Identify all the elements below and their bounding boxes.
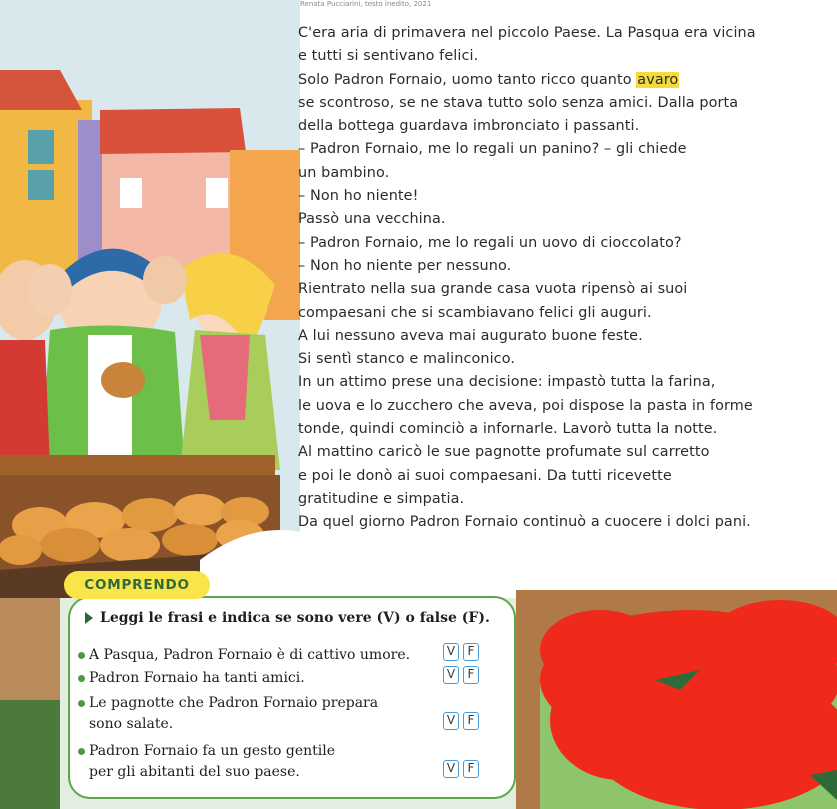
story-line: Da quel giorno Padron Fornaio continuò a cuocere i dolci pani. [298, 514, 751, 531]
bullet-icon [78, 652, 85, 659]
true-false-boxes [443, 712, 479, 730]
story-line: e tutti si sentivano felici. [298, 48, 479, 65]
arrow-right-icon [85, 612, 93, 624]
exercise-item [78, 741, 335, 783]
false-checkbox[interactable]: F [463, 666, 479, 684]
item-text: A Pasqua, Padron Fornaio è di cattivo umore. [89, 647, 411, 663]
item-text: sono salate. [89, 716, 174, 732]
story-line: Passò una vecchina. [298, 211, 446, 228]
story-line: Si sentì stanco e malinconico. [298, 351, 516, 368]
story-line: tonde, quindi cominciò a infornarle. Lavorò tutta la notte. [298, 421, 718, 438]
credit-line: Renata Pucciarini, testo inedito, 2021 [300, 0, 432, 8]
exercise-item [78, 645, 410, 666]
true-checkbox[interactable]: V [443, 760, 459, 778]
section-tab-comprendo: COMPRENDO [64, 571, 210, 599]
item-text: Padron Fornaio ha tanti amici. [89, 670, 305, 686]
story-line-text: Solo Padron Fornaio, uomo tanto ricco quanto [298, 71, 637, 88]
true-false-boxes [443, 760, 479, 778]
story-line: C'era aria di primavera nel piccolo Paese. La Pasqua era vicina [298, 25, 756, 41]
bullet-icon [78, 748, 85, 755]
story-line: se scontroso, se ne stava tutto solo senza amici. Dalla porta [298, 94, 739, 111]
true-checkbox[interactable]: V [443, 712, 459, 730]
exercise-item [78, 693, 378, 735]
highlighted-word: avaro [637, 71, 679, 88]
story-text [298, 22, 818, 535]
false-checkbox[interactable]: F [463, 712, 479, 730]
story-line: A lui nessuno aveva mai augurato buone feste. [298, 327, 643, 344]
item-text: Padron Fornaio fa un gesto gentile [89, 743, 336, 759]
story-line-highlighted [298, 69, 818, 92]
bullet-icon [78, 700, 85, 707]
story-line: gratitudine e simpatia. [298, 490, 465, 507]
bullet-icon [78, 675, 85, 682]
true-checkbox[interactable]: V [443, 643, 459, 661]
item-text: per gli abitanti del suo paese. [89, 764, 300, 780]
story-line: compaesani che si scambiavano felici gli auguri. [298, 304, 652, 321]
story-line: Al mattino caricò le sue pagnotte profumate sul carretto [298, 444, 710, 461]
story-line: – Non ho niente! [298, 188, 419, 205]
story-line: e poi le donò ai suoi compaesani. Da tutti ricevette [298, 467, 672, 484]
exercise-item [78, 668, 305, 689]
exercise-instruction: Leggi le frasi e indica se sono vere (V) o false (F). [100, 610, 490, 626]
story-line: – Non ho niente per nessuno. [298, 257, 512, 274]
false-checkbox[interactable]: F [463, 760, 479, 778]
story-line: – Padron Fornaio, me lo regali un uovo di cioccolato? [298, 234, 682, 251]
story-line: – Padron Fornaio, me lo regali un panino? – gli chiede [298, 141, 687, 158]
story-line: Rientrato nella sua grande casa vuota ripensò ai suoi [298, 281, 688, 298]
true-checkbox[interactable]: V [443, 666, 459, 684]
story-line: In un attimo prese una decisione: impastò tutta la farina, [298, 374, 716, 391]
story-line: della bottega guardava imbronciato i passanti. [298, 118, 640, 135]
false-checkbox[interactable]: F [463, 643, 479, 661]
item-text: Le pagnotte che Padron Fornaio prepara [89, 695, 379, 711]
story-line: un bambino. [298, 164, 390, 181]
true-false-boxes [443, 643, 479, 661]
true-false-boxes [443, 666, 479, 684]
story-line: le uova e lo zucchero che aveva, poi dispose la pasta in forme [298, 397, 753, 414]
